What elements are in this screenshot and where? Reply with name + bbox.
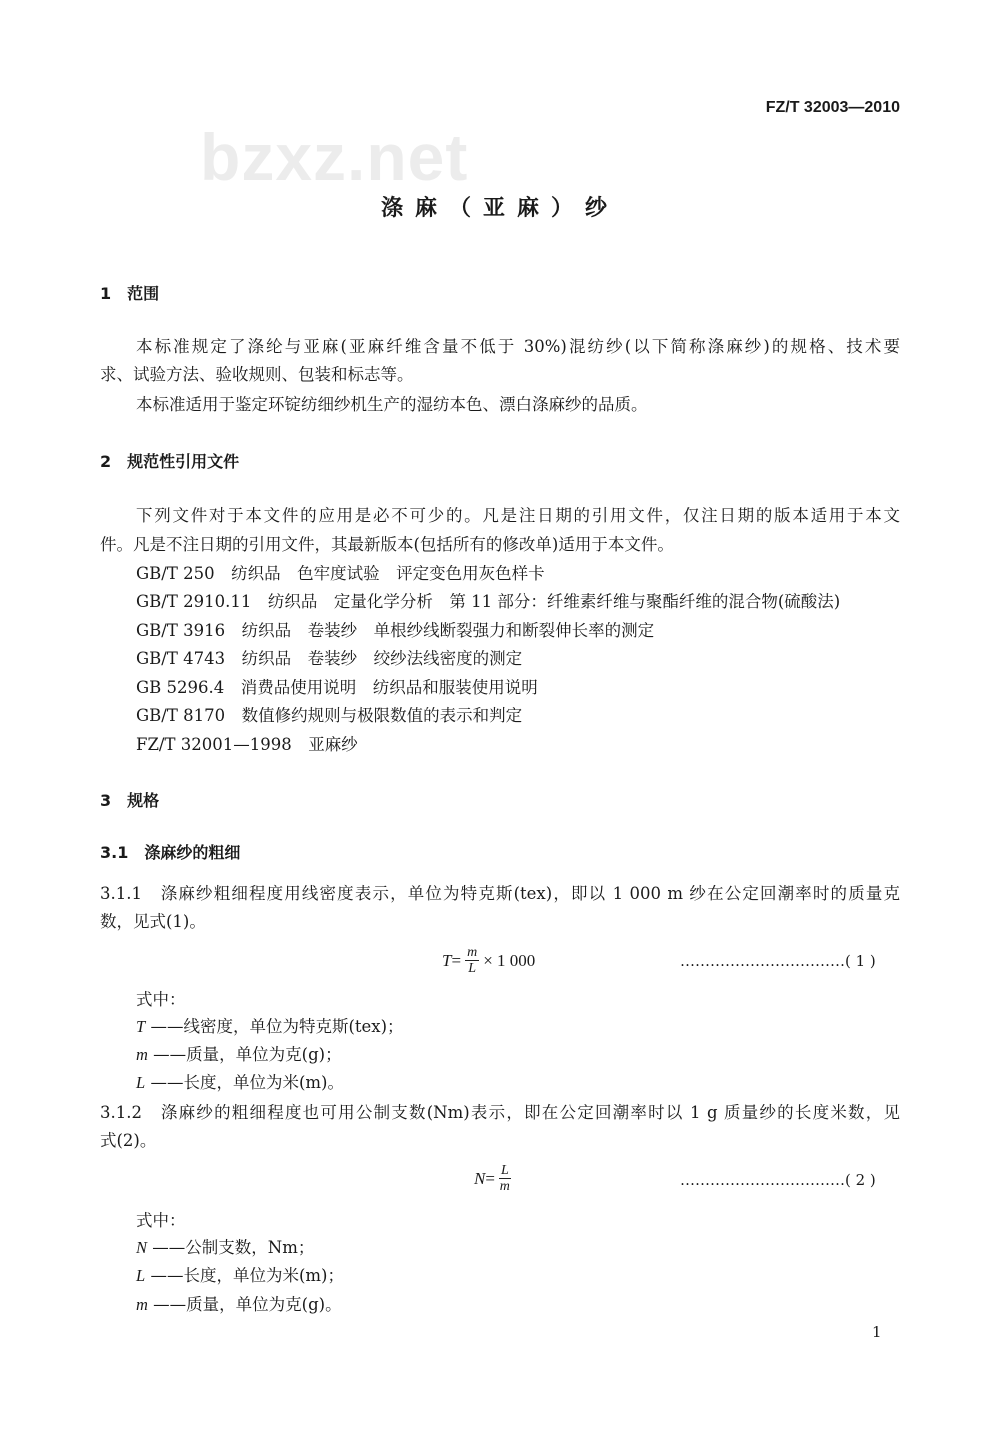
eq2-lhs: N bbox=[474, 1168, 486, 1188]
scope-para-line2: 求、试验方法、验收规则、包装和标志等。 bbox=[100, 365, 414, 384]
scope-para2: 本标准适用于鉴定环锭纺细纱机生产的湿纺本色、漂白涤麻纱的品质。 bbox=[136, 395, 648, 414]
reference-item: GB 5296.4 消费品使用说明 纺织品和服装使用说明 bbox=[136, 678, 538, 697]
definition bbox=[136, 1016, 404, 1038]
where-label: 式中： bbox=[136, 990, 186, 1009]
section-3-heading: 3 规格 bbox=[100, 791, 160, 810]
symbol: m bbox=[136, 1295, 148, 1314]
reference-item: FZ/T 32001—1998 亚麻纱 bbox=[136, 735, 358, 754]
clause-3-1-1-line1: 3.1.1 涤麻纱粗细程度用线密度表示，单位为特克斯(tex)，即以 1 000 m 纱在公定回潮率时的质量克 bbox=[100, 884, 900, 903]
section-2-heading: 2 规范性引用文件 bbox=[100, 452, 240, 471]
eq1-multiplier: × 1 000 bbox=[483, 950, 536, 970]
eq1-equals: = bbox=[451, 950, 462, 970]
definition-text: ——线密度，单位为特克斯(tex)； bbox=[150, 1017, 404, 1036]
symbol: N bbox=[136, 1238, 148, 1257]
section-1-heading: 1 范围 bbox=[100, 284, 160, 303]
definition-text: ——公制支数，Nm； bbox=[152, 1238, 315, 1257]
reference-item: GB/T 3916 纺织品 卷装纱 单根纱线断裂强力和断裂伸长率的测定 bbox=[136, 621, 655, 640]
eq2-denominator: m bbox=[499, 1179, 510, 1194]
standard-number: FZ/T 32003—2010 bbox=[765, 99, 900, 116]
refs-para-line2: 件。凡是不注日期的引用文件，其最新版本(包括所有的修改单)适用于本文件。 bbox=[100, 535, 674, 554]
page-number: 1 bbox=[872, 1323, 882, 1341]
reference-item: GB/T 8170 数值修约规则与极限数值的表示和判定 bbox=[136, 706, 523, 725]
eq1-lhs: T bbox=[442, 950, 452, 970]
refs-para-line1: 下列文件对于本文件的应用是必不可少的。凡是注日期的引用文件，仅注日期的版本适用于本文 bbox=[136, 506, 900, 525]
eq1-denominator: L bbox=[468, 961, 477, 976]
reference-item: GB/T 4743 纺织品 卷装纱 绞纱法线密度的测定 bbox=[136, 649, 523, 668]
clause-3-1-2-line2: 式(2)。 bbox=[100, 1131, 157, 1150]
eq2-equals: = bbox=[485, 1168, 495, 1188]
clause-3-1-2-line1: 3.1.2 涤麻纱的粗细程度也可用公制支数(Nm)表示，即在公定回潮率时以 1 g 质量纱的长度米数，见 bbox=[100, 1103, 900, 1122]
eq2-numerator: L bbox=[500, 1163, 509, 1178]
eq2-number: ……………………………( 2 ) bbox=[680, 1171, 876, 1189]
definition-text: ——长度，单位为米(m)。 bbox=[150, 1073, 344, 1092]
definition bbox=[136, 1044, 342, 1066]
symbol: L bbox=[136, 1073, 146, 1092]
eq1-fraction bbox=[465, 945, 479, 976]
symbol: T bbox=[136, 1017, 146, 1036]
scope-para-line1: 本标准规定了涤纶与亚麻(亚麻纤维含量不低于 30%)混纺纱(以下简称涤麻纱)的规格、技术要 bbox=[136, 337, 900, 356]
equation-1 bbox=[442, 945, 535, 976]
symbol: L bbox=[136, 1266, 146, 1285]
equation-2 bbox=[474, 1163, 515, 1194]
definition-text: ——质量，单位为克(g)； bbox=[153, 1045, 342, 1064]
definition-text: ——长度，单位为米(m)； bbox=[150, 1266, 344, 1285]
where-label: 式中： bbox=[136, 1211, 186, 1230]
section-3-1-heading: 3.1 涤麻纱的粗细 bbox=[100, 843, 241, 862]
definition bbox=[136, 1265, 344, 1287]
clause-3-1-1-line2: 数，见式(1)。 bbox=[100, 912, 206, 931]
reference-item: GB/T 2910.11 纺织品 定量化学分析 第 11 部分：纤维素纤维与聚酯纤维的混合物(硫酸法) bbox=[136, 592, 841, 611]
eq2-fraction bbox=[499, 1163, 511, 1194]
definition bbox=[136, 1294, 342, 1316]
eq1-number: ……………………………( 1 ) bbox=[680, 952, 876, 970]
symbol: m bbox=[136, 1045, 148, 1064]
document-title: 涤麻（亚麻）纱 bbox=[380, 196, 619, 221]
definition bbox=[136, 1072, 344, 1094]
definition bbox=[136, 1237, 314, 1259]
watermark: bzxz.net bbox=[200, 120, 469, 194]
reference-item: GB/T 250 纺织品 色牢度试验 评定变色用灰色样卡 bbox=[136, 564, 545, 583]
eq1-numerator: m bbox=[467, 945, 478, 960]
definition-text: ——质量，单位为克(g)。 bbox=[153, 1295, 342, 1314]
